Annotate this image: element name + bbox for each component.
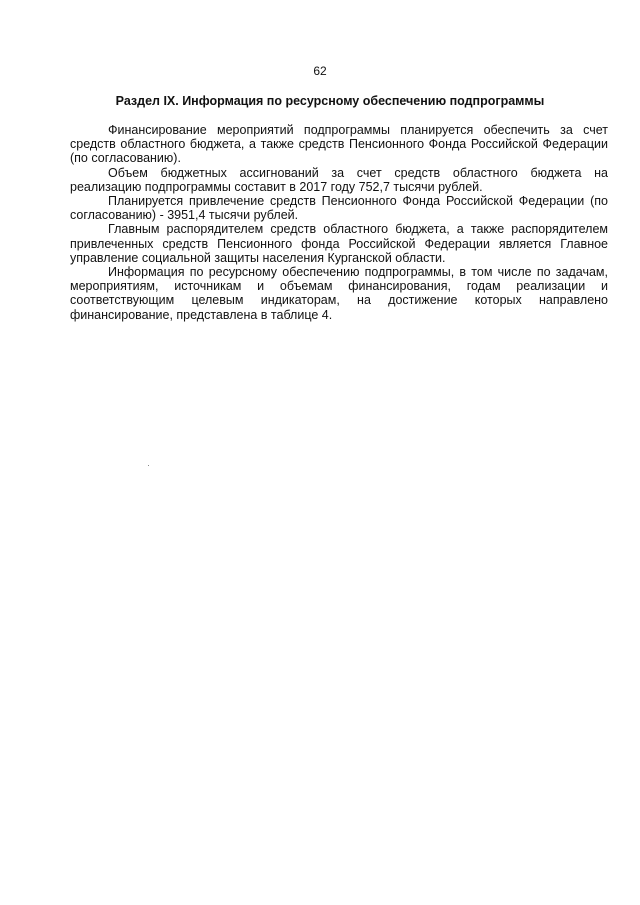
section-title: Раздел IX. Информация по ресурсному обеспечению подпрограммы [115, 94, 545, 108]
body-text [70, 123, 608, 322]
page-number: 62 [313, 64, 327, 78]
paragraph-budget-allocation: Объем бюджетных ассигнований за счет средств областного бюджета на реализацию подпрограммы составит в 2017 году 752,7 тысячи рублей. [70, 165, 608, 194]
paragraph-financing: Финансирование мероприятий подпрограммы планируется обеспечить за счет средств областного бюджета, а также средств Пенсионного Фонда Российской Федерации (по согласованию). [70, 123, 608, 166]
paragraph-main-administrator: Главным распорядителем средств областного бюджета, а также распорядителем привлеченных средств Пенсионного фонда Российской Федерации является Главное управление социальной защиты населения Курганской области. [70, 222, 608, 265]
paragraph-pension-fund: Планируется привлечение средств Пенсионного Фонда Российской Федерации (по согласованию) - 3951,4 тысячи рублей. [70, 194, 608, 223]
scan-speck [148, 465, 149, 466]
paragraph-resource-info: Информация по ресурсному обеспечению подпрограммы, в том числе по задачам, мероприятиям, источникам и объемам финансирования, годам реализации и соответствующим целевым индикаторам, на достижение которых направлено финансирование, представлена в таблице 4. [70, 265, 608, 322]
